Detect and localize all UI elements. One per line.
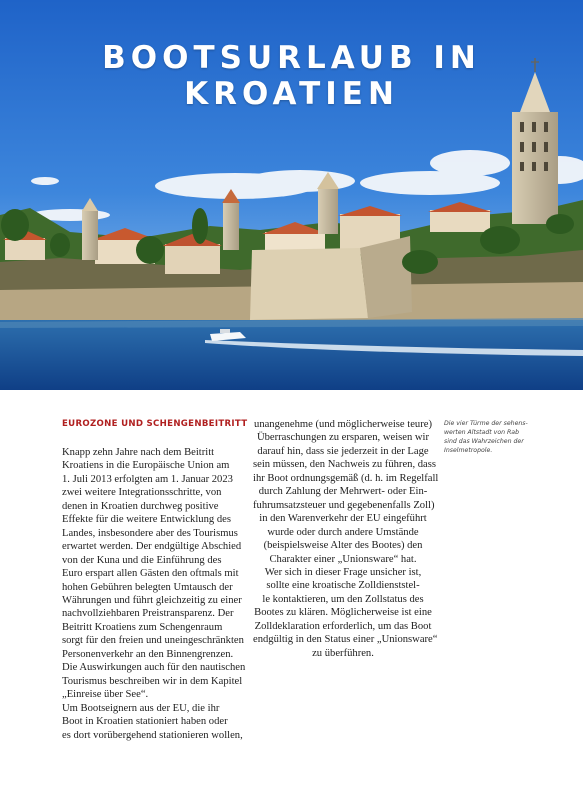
text-line: le kontaktieren, um den Zollstatus des [262, 593, 424, 605]
caption-line: Die vier Türme der sehens- [444, 420, 528, 427]
text-line: zu überführen. [312, 647, 374, 659]
text-line: zwei weitere Integrationsschritte, von [62, 487, 222, 499]
text-line: Kroatiens in die Europäische Union am [62, 460, 230, 472]
caption-line: sind das Wahrzeichen der [444, 438, 524, 445]
text-line: wurde oder durch andere Umstände [267, 526, 419, 538]
text-line: von der Kuna und die Einführung des [62, 554, 222, 566]
text-line: sorgt für den freien und uneingeschränkten [62, 635, 244, 647]
text-line: in den Warenverkehr der EU eingeführt [259, 513, 427, 525]
text-line: erwartet werden. Der endgültige Abschied [62, 541, 242, 553]
text-line: sollte eine kroatische Zolldienststel- [266, 580, 420, 592]
text-line: Bootes zu klären. Möglicherweise ist eine [254, 607, 432, 619]
text-line: Landes, insbesondere aber des Tourismus [62, 527, 238, 539]
hero-title: BOOTSURLAUB IN KROATIEN [102, 40, 481, 112]
text-line: Personenverkehr an den Binnengrenzen. [62, 648, 234, 660]
text-line: hohen Gebühren belegten Umtausch der [62, 581, 233, 593]
article-column-2 [253, 418, 439, 660]
caption-line: Inselmetropole. [444, 447, 493, 454]
text-line: Beitritt Kroatiens zum Schengenraum [62, 621, 223, 633]
text-line: unangenehme (und möglicherweise teure) [254, 419, 432, 430]
text-line: Charakter einer „Unionsware“ hat. [269, 553, 417, 565]
text-line: denen in Kroatien durchweg positive [62, 500, 219, 512]
text-line: Währungen und führt gleichzeitig zu einer [62, 594, 242, 606]
article-column-1 [62, 446, 246, 742]
text-line: Überraschungen zu ersparen, weisen wir [256, 432, 430, 444]
hero-photo [0, 0, 583, 390]
text-line: Um Bootseignern aus der EU, die ihr [62, 702, 220, 714]
text-line: fuhrumsatzsteuer und gegebenenfalls Zoll) [253, 499, 435, 511]
text-line: „Einreise über See“. [62, 689, 149, 701]
text-line: nachvollziehbaren Preistransparenz. Der [62, 608, 234, 620]
text-line: Zolldeklaration erforderlich, um das Boot [254, 620, 432, 632]
text-line: 1. Juli 2013 erfolgten am 1. Januar 2023 [62, 473, 233, 485]
text-line: Knapp zehn Jahre nach dem Beitritt [62, 447, 215, 458]
text-line: Die Auswirkungen auch für den nautischen [62, 662, 246, 674]
caption-line: werten Altstadt von Rab [444, 429, 520, 436]
text-line: darauf hin, dass sie jederzeit in der Lage [257, 445, 429, 457]
text-line: Wer sich in dieser Frage unsicher ist, [264, 566, 422, 578]
photo-caption [444, 419, 544, 455]
section-heading: EUROZONE UND SCHENGENBEITRITT [62, 419, 248, 429]
text-line: endgültig in den Status einer „Unionsware“ [253, 634, 438, 646]
text-line: sein müssen, den Nachweis zu führen, dass [253, 459, 436, 471]
text-line: Tourismus beschreiben wir in dem Kapitel [62, 675, 243, 687]
text-line: Effekte für die weitere Entwicklung des [62, 514, 231, 526]
text-line: durch Zahlung der Mehrwert- oder Ein- [258, 486, 428, 498]
text-line: ihr Boot ordnungsgemäß (d. h. im Regelfall [253, 472, 439, 484]
text-line: es dort vorübergehend stationieren wollen, [62, 729, 243, 741]
text-line: Euro erspart allen Gästen den oftmals mit [62, 568, 239, 580]
text-line: (beispielsweise Alter des Bootes) den [263, 540, 423, 552]
text-line: Boot in Kroatien stationiert haben oder [62, 716, 228, 728]
